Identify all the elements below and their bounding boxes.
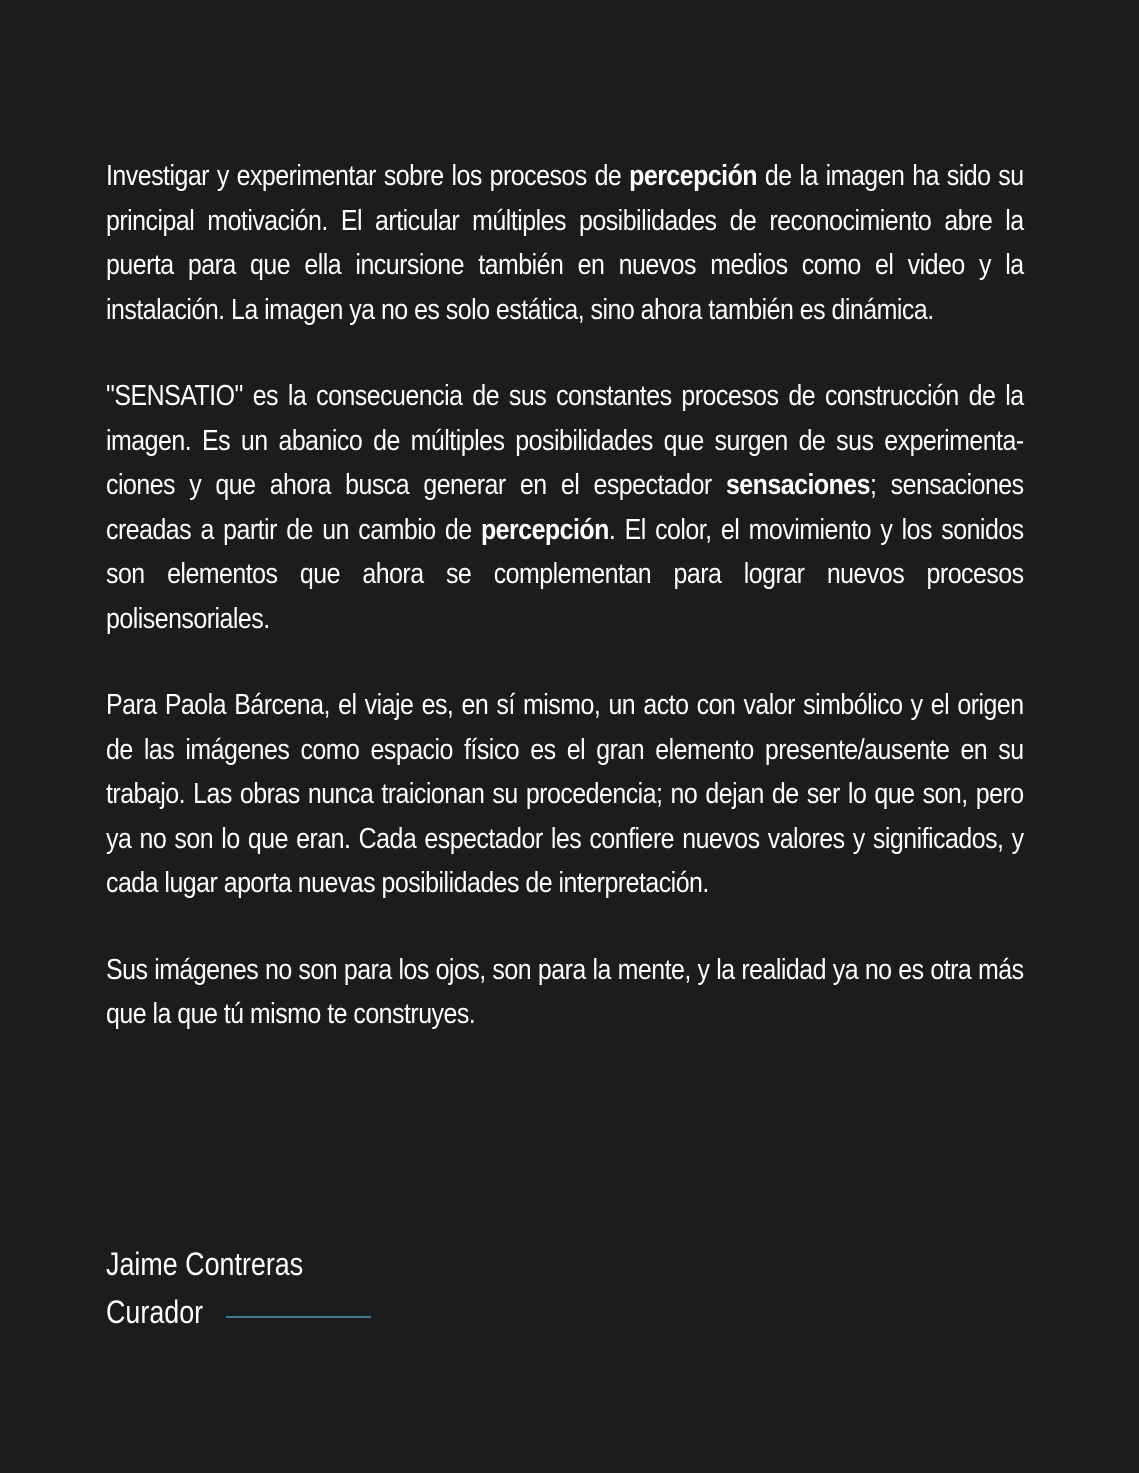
paragraph-2-text-a: "SENSATIO" es la consecuencia de sus constantes procesos de construcción de la imagen. Es un abanico de múltiples posibilidades que surgen de sus experimenta-ciones y que ahora busca generar en el espectador bbox=[106, 380, 1024, 501]
essay-body bbox=[106, 154, 1024, 1079]
paragraph-1-text-a: Investigar y experimentar sobre los procesos de bbox=[106, 160, 630, 192]
paragraph-1-text-b: de la imagen ha sido su principal motivación. El articular múltiples posibilidades de reconocimiento abre la puerta para que ella incursione también en nuevos medios como el video y la instalación. La imagen ya no es solo estática, sino ahora también es dinámica. bbox=[106, 160, 1024, 326]
paragraph-3 bbox=[106, 683, 1024, 906]
paragraph-1 bbox=[106, 154, 1024, 332]
paragraph-2-text-b: ; sensaciones creadas a partir de un cambio de bbox=[106, 469, 1024, 546]
paragraph-2 bbox=[106, 374, 1024, 641]
author-role: Curador bbox=[106, 1294, 204, 1330]
emphasis-percepcion-2: percepción bbox=[480, 513, 609, 546]
emphasis-sensaciones: sensaciones bbox=[725, 469, 871, 501]
paragraph-3-text: Para Paola Bárcena, el viaje es, en sí mismo, un acto con valor simbólico y el origen de las imágenes como espacio físico es el gran elemento presente/ausente en su trabajo. Las obras nunca traicionan su procedencia; no dejan de ser lo que son, pero ya no son lo que eran. Cada espectador les confiere nuevos valores y significados, y cada lugar aporta nuevas posibilidades de interpretación. bbox=[106, 689, 1024, 899]
paragraph-4 bbox=[106, 948, 1024, 1037]
paragraph-2-text-c: . El color, el movimiento y los sonidos son elementos que ahora se complementan para lograr nuevos procesos polisensoriales. bbox=[106, 513, 1024, 635]
emphasis-percepcion: percepción bbox=[629, 160, 758, 192]
signature-rule bbox=[226, 1316, 371, 1318]
author-name: Jaime Contreras bbox=[106, 1246, 304, 1282]
signature-block bbox=[106, 1240, 303, 1336]
paragraph-4-text: Sus imágenes no son para los ojos, son para la mente, y la realidad ya no es otra más que la que tú mismo te construyes. bbox=[106, 953, 1024, 1030]
